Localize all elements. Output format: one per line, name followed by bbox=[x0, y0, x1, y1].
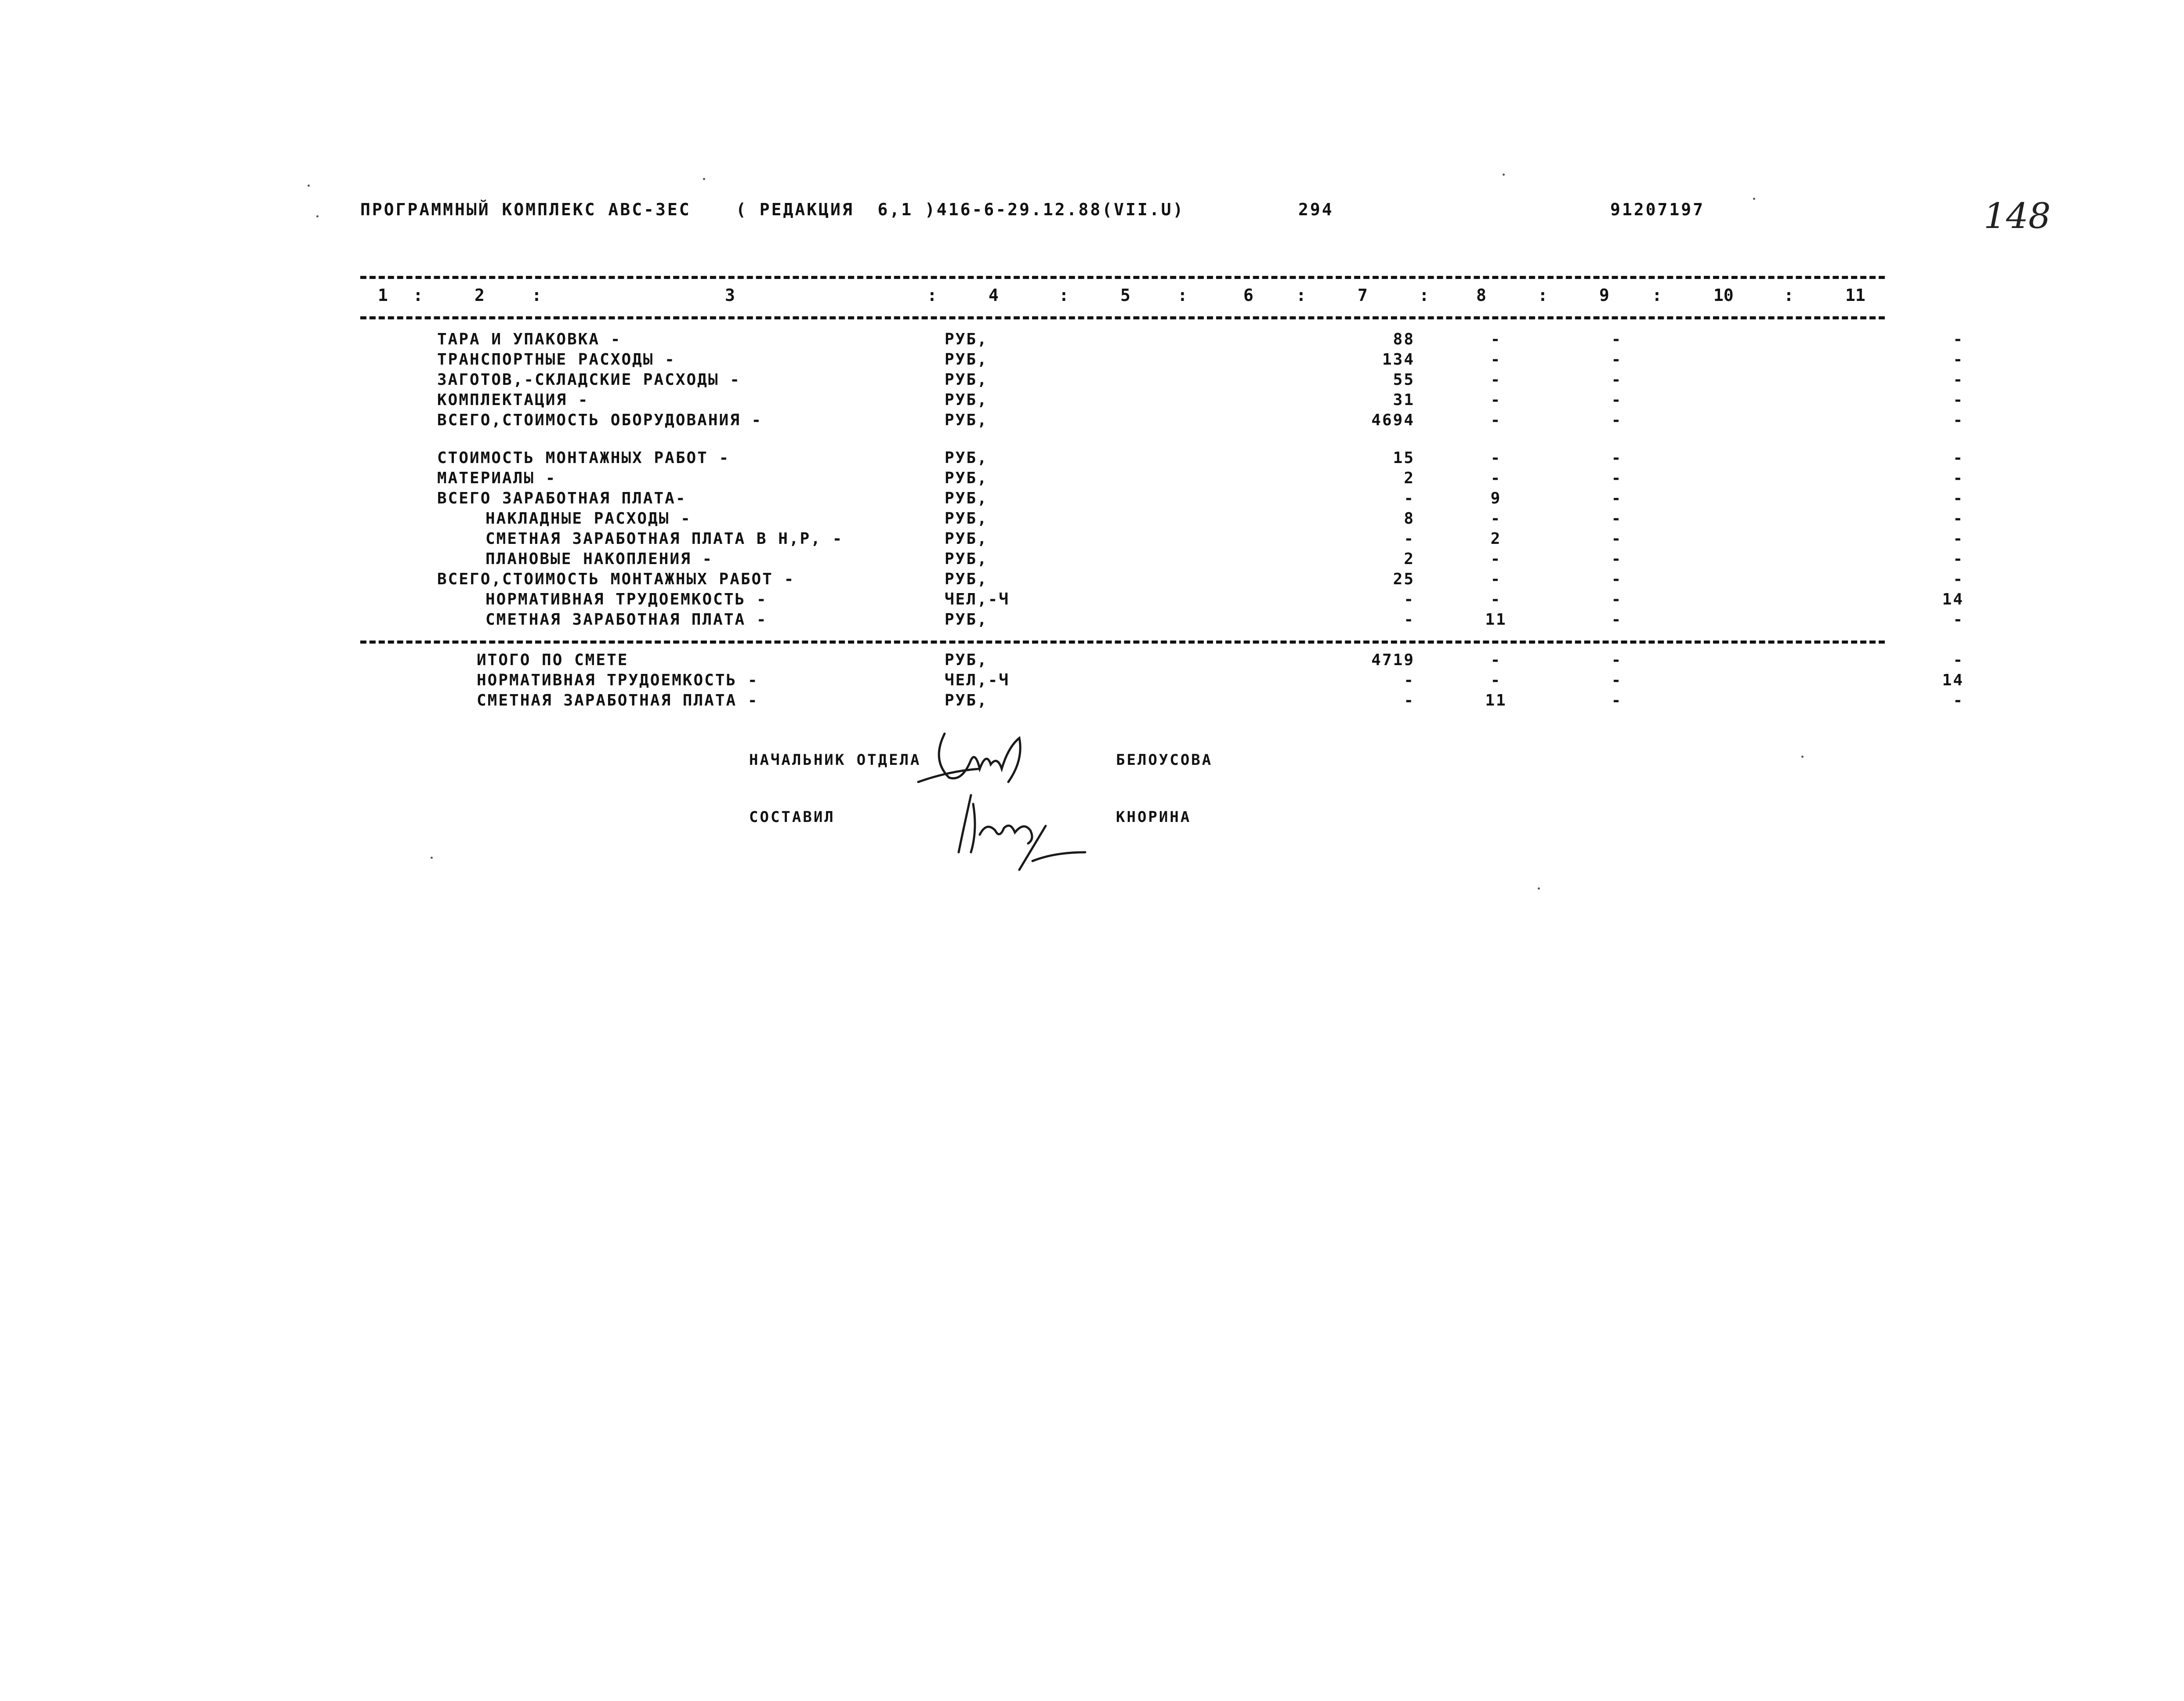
table-header-rule bbox=[360, 316, 1885, 319]
scan-speck bbox=[1801, 756, 1804, 758]
row-unit: РУБ, bbox=[945, 449, 988, 467]
row-col-9: - bbox=[1611, 570, 1623, 588]
row-col-8: - bbox=[1490, 510, 1502, 528]
row-col-8: 11 bbox=[1485, 611, 1507, 629]
row-col-9: - bbox=[1611, 330, 1623, 348]
row-col-7: - bbox=[1404, 671, 1415, 689]
column-separator: : bbox=[927, 286, 937, 305]
row-col-7: 2 bbox=[1404, 469, 1415, 487]
row-col-11: - bbox=[1953, 691, 1964, 709]
row-unit: РУБ, bbox=[945, 550, 988, 568]
row-col-8: - bbox=[1490, 469, 1502, 487]
column-separator: : bbox=[1059, 286, 1069, 305]
row-col-8: - bbox=[1490, 671, 1502, 689]
page-number: 148 bbox=[1984, 195, 2051, 236]
row-col-11: - bbox=[1953, 550, 1964, 568]
table-row bbox=[0, 469, 2184, 489]
table-row bbox=[0, 489, 2184, 510]
row-col-8: 11 bbox=[1485, 691, 1507, 709]
row-col-7: 8 bbox=[1404, 510, 1415, 528]
row-col-8: - bbox=[1490, 330, 1502, 348]
row-col-11: - bbox=[1953, 351, 1964, 369]
row-unit: РУБ, bbox=[945, 469, 988, 487]
row-name: ВСЕГО,СТОИМОСТЬ ОБОРУДОВАНИЯ - bbox=[437, 411, 763, 429]
row-col-7: 4694 bbox=[1371, 411, 1415, 429]
column-number-1: 1 bbox=[378, 286, 388, 305]
row-col-11: - bbox=[1953, 570, 1964, 588]
row-unit: РУБ, bbox=[945, 391, 988, 409]
row-col-11: - bbox=[1953, 510, 1964, 528]
row-col-9: - bbox=[1611, 590, 1623, 608]
row-name: НОРМАТИВНАЯ ТРУДОЕМКОСТЬ - bbox=[477, 671, 759, 689]
table-row bbox=[0, 449, 2184, 469]
row-unit: ЧЕЛ,-Ч bbox=[945, 590, 1010, 608]
table-row bbox=[0, 351, 2184, 371]
row-col-7: 2 bbox=[1404, 550, 1415, 568]
row-col-9: - bbox=[1611, 411, 1623, 429]
column-number-10: 10 bbox=[1713, 286, 1734, 305]
author-signature bbox=[953, 786, 1094, 879]
row-col-11: - bbox=[1953, 530, 1964, 548]
compiled-by-label: СОСТАВИЛ bbox=[749, 808, 835, 826]
table-row bbox=[0, 411, 2184, 431]
scan-speck bbox=[308, 185, 310, 187]
row-name: НОРМАТИВНАЯ ТРУДОЕМКОСТЬ - bbox=[485, 590, 768, 608]
row-col-9: - bbox=[1611, 489, 1623, 507]
row-unit: РУБ, bbox=[945, 371, 988, 389]
row-name: ТРАНСПОРТНЫЕ РАСХОДЫ - bbox=[437, 351, 676, 369]
row-col-11: - bbox=[1953, 449, 1964, 467]
row-col-7: - bbox=[1404, 611, 1415, 629]
compiled-by-name: КНОРИНА bbox=[1116, 808, 1192, 826]
row-col-9: - bbox=[1611, 351, 1623, 369]
table-row bbox=[0, 611, 2184, 631]
column-separator: : bbox=[1652, 286, 1662, 305]
table-row bbox=[0, 510, 2184, 530]
row-col-8: - bbox=[1490, 371, 1502, 389]
sheet-number: 294 bbox=[1298, 200, 1334, 219]
row-col-7: 4719 bbox=[1371, 651, 1415, 669]
row-col-9: - bbox=[1611, 691, 1623, 709]
scan-speck bbox=[1753, 198, 1755, 200]
row-col-9: - bbox=[1611, 530, 1623, 548]
row-col-7: 55 bbox=[1393, 371, 1415, 389]
row-col-11: - bbox=[1953, 611, 1964, 629]
row-col-11: 14 bbox=[1942, 590, 1964, 608]
column-separator: : bbox=[1177, 286, 1188, 305]
row-unit: РУБ, bbox=[945, 570, 988, 588]
row-name: КОМПЛЕКТАЦИЯ - bbox=[437, 391, 589, 409]
scan-speck bbox=[316, 215, 319, 217]
column-number-11: 11 bbox=[1845, 286, 1865, 305]
document-code: 91207197 bbox=[1610, 200, 1705, 219]
edition-label: ( РЕДАКЦИЯ 6,1 )416-6-29.12.88(VII.U) bbox=[736, 200, 1185, 219]
table-top-rule bbox=[360, 276, 1885, 279]
head-of-department-name: БЕЛОУСОВА bbox=[1116, 751, 1213, 769]
column-number-2: 2 bbox=[474, 286, 485, 305]
row-unit: ЧЕЛ,-Ч bbox=[945, 671, 1010, 689]
row-col-7: - bbox=[1404, 489, 1415, 507]
row-name: СТОИМОСТЬ МОНТАЖНЫХ РАБОТ - bbox=[437, 449, 730, 467]
row-col-8: - bbox=[1490, 351, 1502, 369]
row-unit: РУБ, bbox=[945, 510, 988, 528]
row-unit: РУБ, bbox=[945, 351, 988, 369]
row-col-11: 14 bbox=[1942, 671, 1964, 689]
row-col-11: - bbox=[1953, 371, 1964, 389]
head-signature bbox=[914, 729, 1063, 795]
row-col-9: - bbox=[1611, 449, 1623, 467]
row-col-11: - bbox=[1953, 489, 1964, 507]
scan-speck bbox=[703, 178, 705, 180]
table-row bbox=[0, 691, 2184, 712]
row-name: СМЕТНАЯ ЗАРАБОТНАЯ ПЛАТА В Н,Р, - bbox=[485, 530, 844, 548]
column-number-7: 7 bbox=[1358, 286, 1368, 305]
row-col-8: - bbox=[1490, 550, 1502, 568]
row-col-9: - bbox=[1611, 671, 1623, 689]
table-row bbox=[0, 570, 2184, 590]
scan-speck bbox=[1503, 174, 1505, 176]
row-unit: РУБ, bbox=[945, 330, 988, 348]
row-col-8: - bbox=[1490, 391, 1502, 409]
row-col-7: - bbox=[1404, 530, 1415, 548]
row-col-9: - bbox=[1611, 510, 1623, 528]
row-name: СМЕТНАЯ ЗАРАБОТНАЯ ПЛАТА - bbox=[485, 611, 768, 629]
row-col-7: 25 bbox=[1393, 570, 1415, 588]
row-col-8: 9 bbox=[1490, 489, 1502, 507]
totals-separator-rule bbox=[360, 641, 1885, 644]
row-col-7: 15 bbox=[1393, 449, 1415, 467]
row-col-8: - bbox=[1490, 651, 1502, 669]
column-number-8: 8 bbox=[1476, 286, 1486, 305]
column-separator: : bbox=[413, 286, 423, 305]
row-unit: РУБ, bbox=[945, 489, 988, 507]
row-col-7: - bbox=[1404, 590, 1415, 608]
column-number-3: 3 bbox=[725, 286, 735, 305]
row-col-9: - bbox=[1611, 371, 1623, 389]
row-col-9: - bbox=[1611, 550, 1623, 568]
column-number-6: 6 bbox=[1243, 286, 1253, 305]
column-separator: : bbox=[1784, 286, 1794, 305]
row-col-9: - bbox=[1611, 391, 1623, 409]
row-name: ВСЕГО ЗАРАБОТНАЯ ПЛАТА- bbox=[437, 489, 687, 507]
table-row bbox=[0, 371, 2184, 391]
row-name: ВСЕГО,СТОИМОСТЬ МОНТАЖНЫХ РАБОТ - bbox=[437, 570, 795, 588]
column-number-9: 9 bbox=[1599, 286, 1609, 305]
row-name: МАТЕРИАЛЫ - bbox=[437, 469, 557, 487]
row-col-11: - bbox=[1953, 330, 1964, 348]
row-col-8: - bbox=[1490, 570, 1502, 588]
row-col-11: - bbox=[1953, 411, 1964, 429]
column-separator: : bbox=[1296, 286, 1306, 305]
column-separator: : bbox=[1419, 286, 1429, 305]
row-name: ИТОГО ПО СМЕТЕ bbox=[477, 651, 629, 669]
table-row bbox=[0, 550, 2184, 570]
row-col-11: - bbox=[1953, 391, 1964, 409]
row-col-8: - bbox=[1490, 449, 1502, 467]
row-col-7: - bbox=[1404, 691, 1415, 709]
column-separator: : bbox=[532, 286, 542, 305]
software-complex-label: ПРОГРАММНЫЙ КОМПЛЕКС АВС-ЗЕС bbox=[360, 200, 691, 219]
row-col-7: 31 bbox=[1393, 391, 1415, 409]
row-col-7: 134 bbox=[1382, 351, 1415, 369]
table-row bbox=[0, 590, 2184, 611]
row-col-8: - bbox=[1490, 411, 1502, 429]
table-row bbox=[0, 530, 2184, 550]
row-col-8: 2 bbox=[1490, 530, 1502, 548]
table-row bbox=[0, 671, 2184, 691]
head-of-department-label: НАЧАЛЬНИК ОТДЕЛА bbox=[749, 751, 921, 769]
row-col-9: - bbox=[1611, 469, 1623, 487]
column-number-5: 5 bbox=[1120, 286, 1130, 305]
row-unit: РУБ, bbox=[945, 691, 988, 709]
row-unit: РУБ, bbox=[945, 611, 988, 629]
row-col-11: - bbox=[1953, 469, 1964, 487]
row-col-9: - bbox=[1611, 651, 1623, 669]
row-unit: РУБ, bbox=[945, 651, 988, 669]
row-name: ЗАГОТОВ,-СКЛАДСКИЕ РАСХОДЫ - bbox=[437, 371, 741, 389]
row-name: НАКЛАДНЫЕ РАСХОДЫ - bbox=[485, 510, 692, 528]
row-col-11: - bbox=[1953, 651, 1964, 669]
row-name: ТАРА И УПАКОВКА - bbox=[437, 330, 622, 348]
scan-speck bbox=[1538, 887, 1540, 890]
row-col-7: 88 bbox=[1393, 330, 1415, 348]
row-unit: РУБ, bbox=[945, 530, 988, 548]
column-number-4: 4 bbox=[989, 286, 999, 305]
row-col-9: - bbox=[1611, 611, 1623, 629]
row-name: СМЕТНАЯ ЗАРАБОТНАЯ ПЛАТА - bbox=[477, 691, 759, 709]
table-row bbox=[0, 651, 2184, 671]
column-separator: : bbox=[1538, 286, 1548, 305]
row-col-8: - bbox=[1490, 590, 1502, 608]
scan-speck bbox=[431, 857, 433, 859]
table-row bbox=[0, 330, 2184, 351]
row-name: ПЛАНОВЫЕ НАКОПЛЕНИЯ - bbox=[485, 550, 714, 568]
row-unit: РУБ, bbox=[945, 411, 988, 429]
table-row bbox=[0, 391, 2184, 411]
